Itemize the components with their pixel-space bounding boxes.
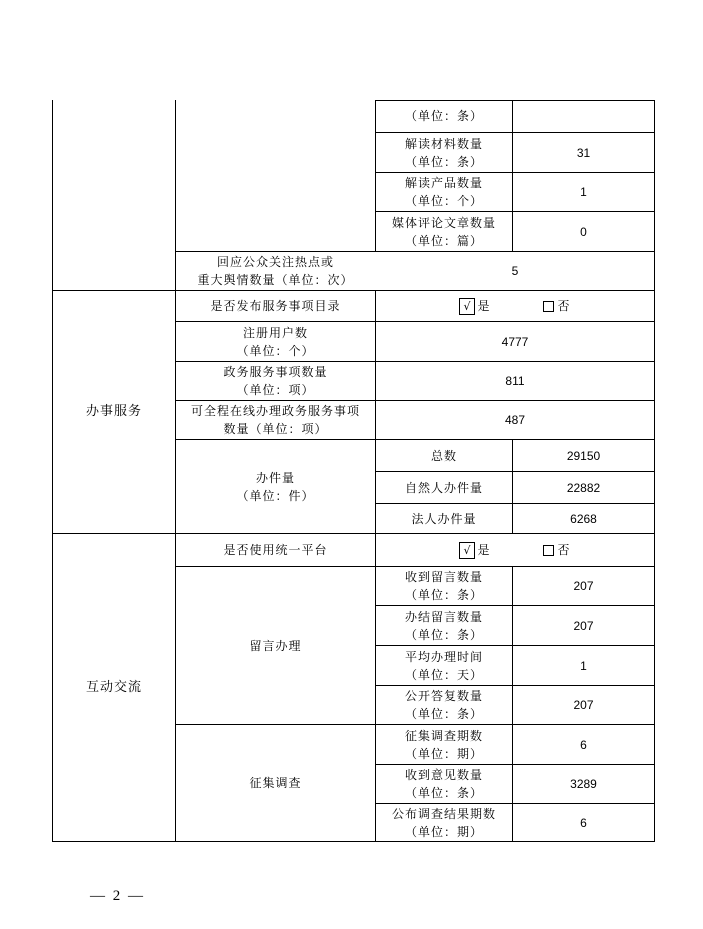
zhuce-value: 4777 <box>501 334 529 349</box>
jiedu-cailiao-value: 31 <box>576 145 591 160</box>
yijian-label-cell <box>376 765 512 803</box>
shixiang-label: 政务服务事项数量 <box>223 365 328 379</box>
meiti-unit: （单位：篇） <box>404 233 483 248</box>
banjie-unit: （单位：条） <box>404 627 483 642</box>
meiti-value: 0 <box>580 224 587 239</box>
meiti-label-cell <box>376 212 512 251</box>
pingtai-label: 是否使用统一平台 <box>223 543 328 557</box>
banjie-label-cell <box>376 606 512 645</box>
jiedu-chanpin-value: 1 <box>580 185 587 199</box>
pingjun-label-cell <box>376 646 512 685</box>
pingjun-label: 平均办理时间 <box>404 649 483 664</box>
shoudao-value: 207 <box>573 579 594 593</box>
quancheng-label-cell <box>176 401 375 439</box>
banjian-label-cell <box>176 440 375 533</box>
qishu-unit: （单位：期） <box>404 746 483 761</box>
pingjun-value: 1 <box>580 658 587 673</box>
unit-cell <box>376 100 512 132</box>
jiedu-chanpin-unit: （单位：个） <box>404 194 483 208</box>
mulu-yes-label: 是 <box>477 299 491 313</box>
quancheng-label-line1: 可全程在线办理政务服务事项 <box>190 404 360 418</box>
zhuce-unit: （单位：个） <box>236 343 315 358</box>
mulu-no-label: 否 <box>557 299 571 313</box>
yijian-value: 3289 <box>570 777 597 791</box>
yijian-unit: （单位：条） <box>404 786 483 800</box>
pingtai-no-label: 否 <box>557 543 571 557</box>
quancheng-label-line2: 数量（单位：项） <box>223 422 328 436</box>
pingtai-choice <box>376 534 654 566</box>
banjian-label: 办件量 <box>255 470 295 485</box>
shoudao-label: 收到留言数量 <box>404 570 483 584</box>
quancheng-value: 487 <box>504 413 526 427</box>
faren-label: 法人办件量 <box>411 511 477 526</box>
mulu-yes-checkbox[interactable]: √ <box>459 298 475 315</box>
page-number: — 2 — <box>90 888 145 904</box>
jiedu-cailiao-label: 解读材料数量 <box>404 136 483 151</box>
shoudao-label-cell <box>376 567 512 605</box>
liuyan-label: 留言办理 <box>249 638 302 653</box>
jiedu-chanpin-label-cell <box>376 173 512 211</box>
jiedu-cailiao-unit: （单位：条） <box>404 154 483 169</box>
huiying-label-cell <box>176 252 375 290</box>
gongkai-value: 207 <box>573 698 594 712</box>
jieguo-label: 公布调查结果期数 <box>391 806 496 821</box>
shoudao-unit: （单位：条） <box>404 588 483 602</box>
jieguo-value: 6 <box>580 815 587 830</box>
jiedu-chanpin-label: 解读产品数量 <box>404 176 483 190</box>
gongkai-label: 公开答复数量 <box>404 689 483 703</box>
ziranren-label: 自然人办件量 <box>404 480 483 495</box>
ziranren-value: 22882 <box>566 480 601 495</box>
shixiang-value: 811 <box>505 374 525 388</box>
qishu-value: 6 <box>580 737 587 752</box>
mulu-label: 是否发布服务事项目录 <box>210 299 341 313</box>
zongshu-value: 29150 <box>566 448 601 463</box>
gongkai-unit: （单位：条） <box>404 707 483 721</box>
mulu-choice <box>376 291 654 321</box>
pingtai-yes-label: 是 <box>477 543 491 557</box>
unit-text: （单位：条） <box>404 109 483 123</box>
jiedu-cailiao-label-cell <box>376 133 512 172</box>
huiying-label-line2: 重大舆情数量（单位：次） <box>197 273 354 287</box>
jieguo-unit: （单位：期） <box>404 824 483 839</box>
pingtai-no-checkbox[interactable] <box>543 545 554 556</box>
banjian-unit: （单位：件） <box>236 488 315 503</box>
mulu-no-checkbox[interactable] <box>543 301 554 312</box>
qishu-label: 征集调查期数 <box>404 728 483 743</box>
faren-value: 6268 <box>570 511 597 526</box>
section-banshi-label: 办事服务 <box>85 404 142 419</box>
pingjun-unit: （单位：天） <box>404 667 483 682</box>
banjie-value: 207 <box>573 618 594 633</box>
banjie-label: 办结留言数量 <box>404 609 483 624</box>
huiying-value: 5 <box>511 264 519 278</box>
meiti-label: 媒体评论文章数量 <box>391 215 496 230</box>
jieguo-label-cell <box>376 804 512 841</box>
shixiang-label-cell <box>176 362 375 400</box>
gongkai-label-cell <box>376 686 512 724</box>
pingtai-yes-checkbox[interactable]: √ <box>459 542 475 559</box>
zhuce-label: 注册用户数 <box>242 325 308 340</box>
zhengji-label: 征集调查 <box>249 776 302 790</box>
qishu-label-cell <box>376 725 512 764</box>
yijian-label: 收到意见数量 <box>404 768 483 782</box>
huiying-label-line1: 回应公众关注热点或 <box>216 255 334 269</box>
section-hudong-label: 互动交流 <box>85 679 142 695</box>
zongshu-label: 总数 <box>430 448 457 463</box>
shixiang-unit: （单位：项） <box>236 383 315 397</box>
zhuce-label-cell <box>176 322 375 361</box>
